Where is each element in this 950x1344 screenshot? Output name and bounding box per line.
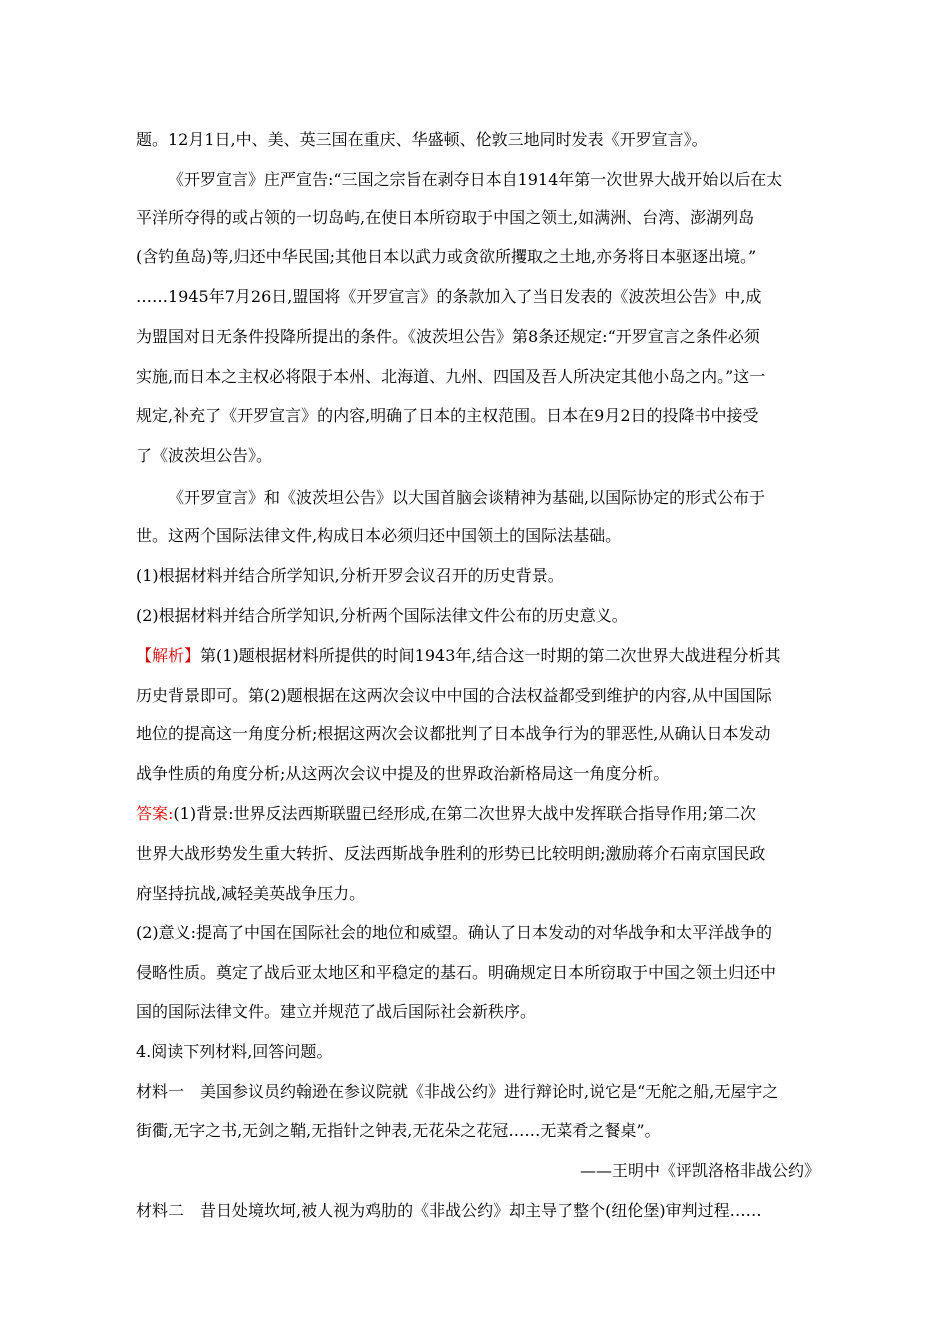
material-2-text: 昔日处境坎坷,被人视为鸡肋的《非战公约》却主导了整个(纽伦堡)审判过程……: [200, 1201, 762, 1220]
analysis-label: 【解析】: [136, 646, 201, 665]
analysis-line: 战争性质的角度分析;从这两次会议中提及的世界政治新格局这一角度分析。: [136, 764, 670, 783]
material-2-line: [136, 1195, 762, 1227]
answer-line: (2)意义:提高了中国在国际社会的地位和威望。确认了日本发动的对华战争和太平洋战争的: [136, 923, 773, 942]
material-1-line: [136, 1076, 778, 1108]
text-line: ……1945年7月26日,盟国将《开罗宣言》的条款加入了当日发表的《波茨坦公告》中,成: [136, 287, 762, 306]
text-line: 题。12月1日,中、美、英三国在重庆、华盛顿、伦敦三地同时发表《开罗宣言》。: [136, 130, 708, 149]
question-part-2: (2)根据材料并结合所学知识,分析两个国际法律文件公布的历史意义。: [136, 606, 628, 625]
material-1-text: 美国参议员约翰逊在参议院就《非战公约》进行辩论时,说它是“无舵之船,无屋宇之: [200, 1082, 779, 1101]
material-1-source: ——王明中《评凯洛格非战公约》: [579, 1161, 820, 1180]
answer-line: 侵略性质。奠定了战后亚太地区和平稳定的基石。明确规定日本所窃取于中国之领土归还中: [136, 963, 777, 982]
text-line: (含钓鱼岛)等,归还中华民国;其他日本以武力或贪欲所攫取之土地,亦务将日本驱逐出境。”: [136, 247, 757, 266]
analysis-line: 历史背景即可。第(2)题根据在这两次会议中中国的合法权益都受到维护的内容,从中国国际: [136, 686, 772, 705]
text-line: 世。这两个国际法律文件,构成日本必须归还中国领土的国际法基础。: [136, 526, 622, 545]
text-line: 《开罗宣言》和《波茨坦公告》以大国首脑会谈精神为基础,以国际协定的形式公布于: [168, 488, 766, 507]
analysis-line: 地位的提高这一角度分析;根据这两次会议都批判了日本战争行为的罪恶性,从确认日本发动: [136, 724, 771, 743]
material-1-label: 材料一: [136, 1082, 185, 1101]
answer-first-line: [136, 798, 756, 830]
answer-line: 世界大战形势发生重大转折、反法西斯战争胜利的形势已比较明朗;激励蒋介石南京国民政: [136, 844, 766, 863]
text-line: 实施,而日本之主权必将限于本州、北海道、九州、四国及吾人所决定其他小岛之内。”这一: [136, 367, 766, 386]
answer-line: 府坚持抗战,减轻美英战争压力。: [136, 884, 366, 903]
text-line: 了《波茨坦公告》。: [136, 446, 273, 465]
text-line: 《开罗宣言》庄严宣告:“三国之宗旨在剥夺日本自1914年第一次世界大战开始以后在太: [168, 170, 783, 189]
analysis-first-line: [136, 640, 781, 672]
text-line: 为盟国对日无条件投降所提出的条件。《波茨坦公告》第8条还规定:“开罗宣言之条件必须: [136, 327, 760, 346]
answer-line: 国的国际法律文件。建立并规范了战后国际社会新秩序。: [136, 1002, 537, 1021]
text-line: 平洋所夺得的或占领的一切岛屿,在使日本所窃取于中国之领土,如满洲、台湾、澎湖列岛: [136, 208, 755, 227]
material-1-line-2: 街衢,无字之书,无剑之鞘,无指针之钟表,无花朵之花冠……无菜肴之餐桌”。: [136, 1121, 661, 1140]
question-4-title: 4.阅读下列材料,回答问题。: [136, 1042, 333, 1061]
answer-text: (1)背景:世界反法西斯联盟已经形成,在第二次世界大战中发挥联合指导作用;第二次: [173, 804, 756, 823]
question-part-1: (1)根据材料并结合所学知识,分析开罗会议召开的历史背景。: [136, 566, 564, 585]
material-2-label: 材料二: [136, 1201, 185, 1220]
answer-label: 答案:: [136, 804, 174, 823]
analysis-text: 第(1)题根据材料所提供的时间1943年,结合这一时期的第二次世界大战进程分析其: [200, 646, 781, 665]
text-line: 规定,补充了《开罗宣言》的内容,明确了日本的主权范围。日本在9月2日的投降书中接受: [136, 406, 759, 425]
